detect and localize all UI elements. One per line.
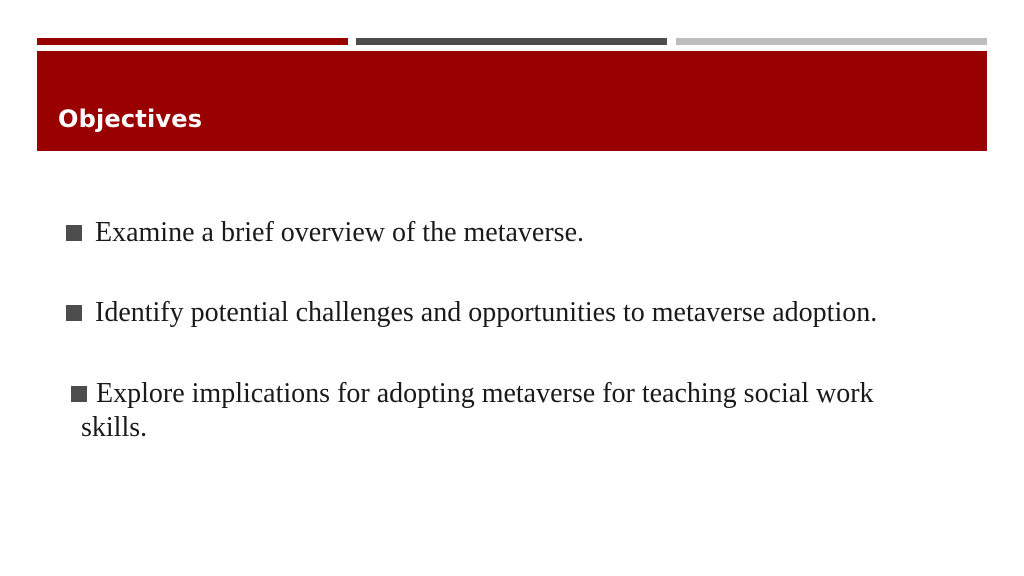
accent-stripe-red xyxy=(37,38,348,45)
accent-stripe-dark-gray xyxy=(356,38,667,45)
bullet-text: Examine a brief overview of the metaverse. xyxy=(95,217,585,248)
bullet-text: Identify potential challenges and opportunities to metaverse adoption. xyxy=(95,297,878,328)
slide-title: Objectives xyxy=(58,105,203,133)
square-bullet-icon xyxy=(66,305,82,321)
accent-stripe-light-gray xyxy=(676,38,987,45)
title-bar xyxy=(37,51,987,151)
square-bullet-icon xyxy=(66,225,82,241)
bullet-text: Explore implications for adopting metaverse for teaching social work skills. xyxy=(81,378,874,443)
